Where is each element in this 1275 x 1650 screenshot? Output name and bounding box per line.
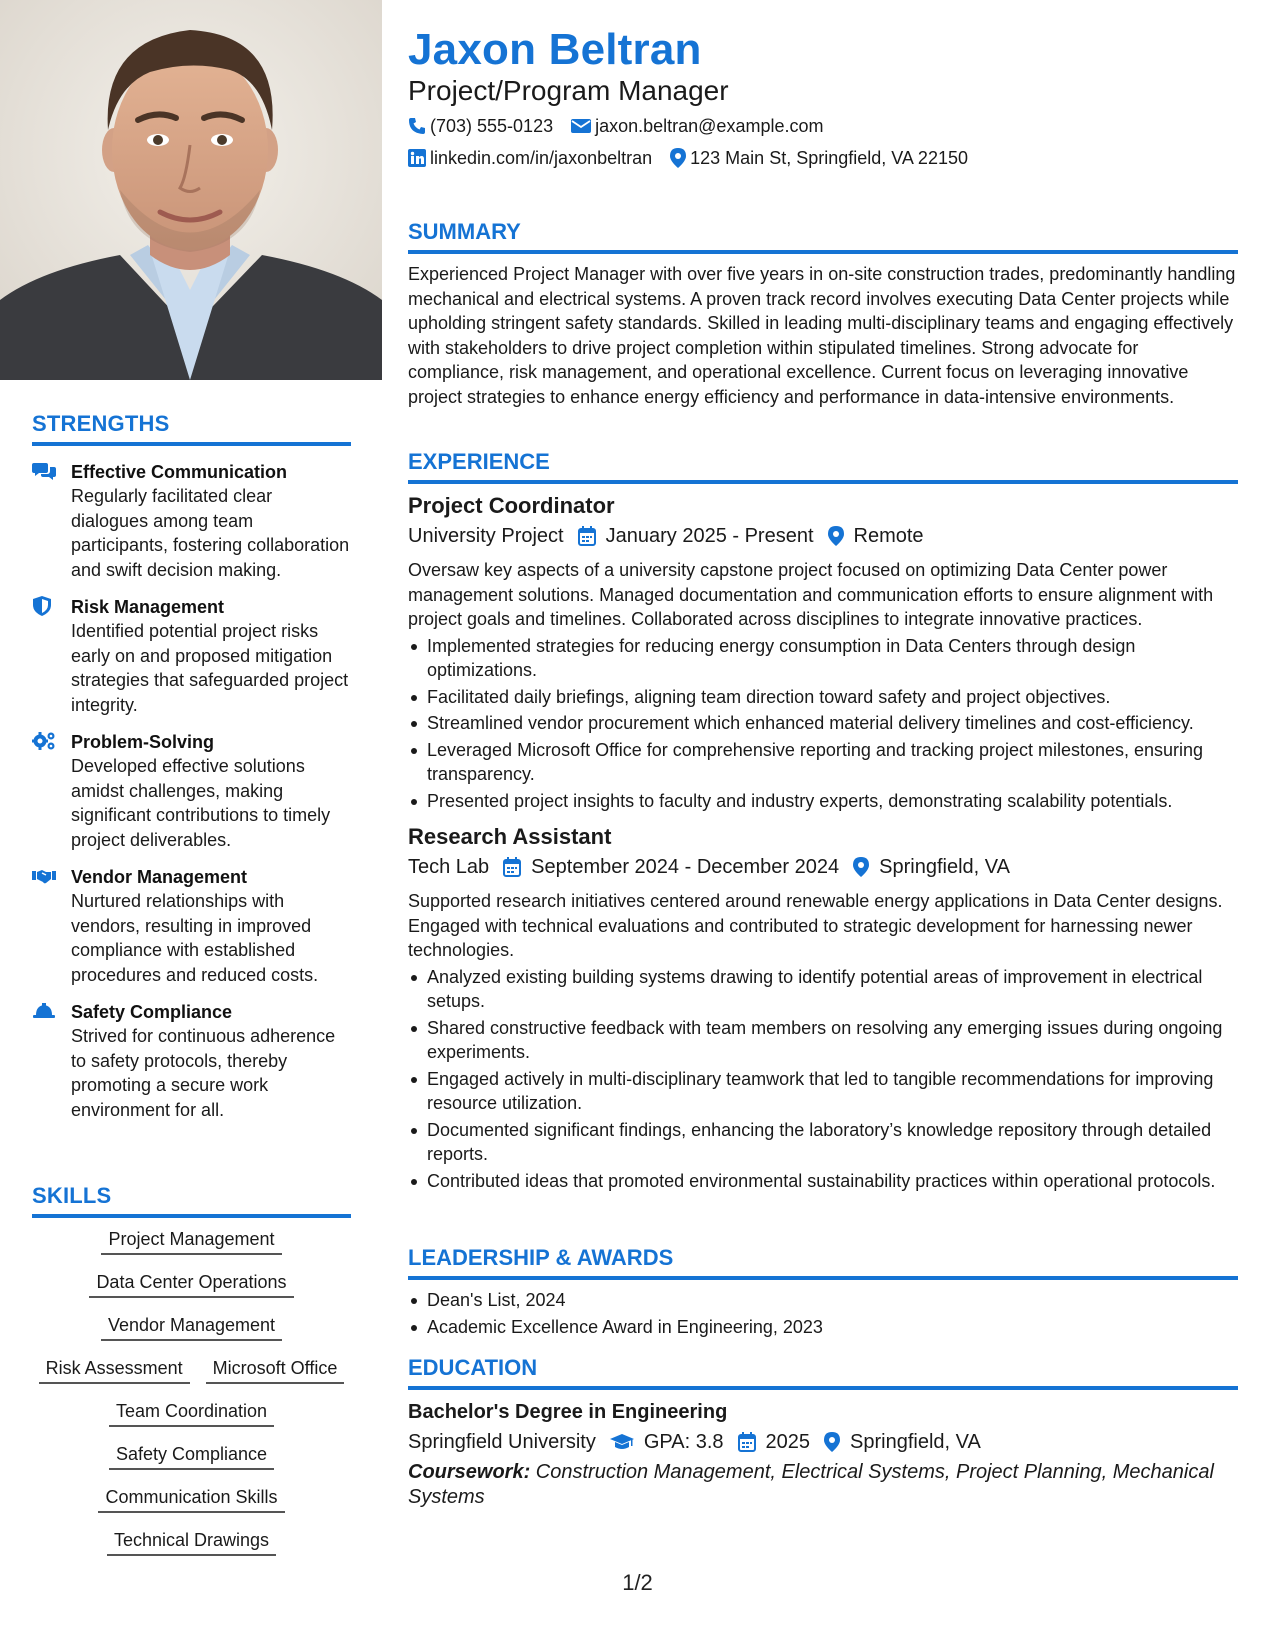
left-column — [0, 0, 382, 1650]
location-pin-icon — [670, 148, 686, 168]
school-name: Springfield University — [408, 1431, 596, 1453]
linkedin-text: linkedin.com/in/jaxonbeltran — [430, 148, 653, 168]
strength-item — [32, 595, 351, 717]
email-contact[interactable] — [571, 114, 823, 138]
phone-text: (703) 555-0123 — [430, 116, 554, 136]
linkedin-contact[interactable] — [408, 146, 652, 170]
job-bullet: Presented project insights to faculty and industry experts, demonstrating scalability potentials. — [408, 789, 1238, 814]
skills-heading: SKILLS — [32, 1184, 351, 1218]
education-heading: EDUCATION — [408, 1356, 1238, 1390]
skill-tag: Communication Skills — [98, 1484, 284, 1513]
job-location: Springfield, VA — [879, 856, 1010, 878]
job-title: Project Coordinator — [408, 493, 615, 518]
job-location-wrap — [828, 522, 924, 550]
handshake-icon — [32, 866, 56, 886]
job-dates-wrap — [503, 853, 839, 881]
linkedin-icon — [408, 149, 426, 167]
skill-tag: Vendor Management — [101, 1312, 282, 1341]
summary-heading: SUMMARY — [408, 220, 1238, 254]
skill-tag: Data Center Operations — [89, 1269, 293, 1298]
strength-item — [32, 730, 351, 852]
coursework — [408, 1460, 1238, 1509]
job-bullet: Facilitated daily briefings, aligning team direction toward safety and project objectives. — [408, 685, 1238, 710]
skills-section — [32, 1184, 351, 1570]
job-dates-wrap — [578, 522, 814, 550]
skill-tag: Project Management — [101, 1226, 281, 1255]
job-bullet: Leveraged Microsoft Office for comprehensive reporting and tracking project milestones, ensuring transparency. — [408, 738, 1238, 787]
address-contact — [670, 146, 968, 170]
job-bullets — [408, 965, 1238, 1194]
comments-icon — [32, 461, 56, 481]
skill-tag: Microsoft Office — [206, 1355, 345, 1384]
job-dates: September 2024 - December 2024 — [531, 856, 840, 878]
strength-title: Effective Communication — [71, 462, 288, 482]
job-bullets — [408, 634, 1238, 814]
skill-tag: Risk Assessment — [39, 1355, 190, 1384]
degree-title: Bachelor's Degree in Engineering — [408, 1401, 728, 1423]
graduation-year: 2025 — [765, 1431, 811, 1453]
skill-tag: Safety Compliance — [109, 1441, 274, 1470]
education-meta — [408, 1428, 1238, 1456]
education-location-wrap — [824, 1428, 981, 1456]
skill-tag: Team Coordination — [109, 1398, 274, 1427]
leadership-section — [408, 1246, 1238, 1339]
award-item: Academic Excellence Award in Engineering, 2023 — [408, 1315, 1238, 1340]
strengths-section — [32, 412, 351, 1122]
strength-title: Safety Compliance — [71, 1002, 233, 1022]
email-text: jaxon.beltran@example.com — [595, 116, 824, 136]
location-pin-icon — [824, 1432, 840, 1452]
location-pin-icon — [853, 857, 869, 877]
job-bullet: Contributed ideas that promoted environmental sustainability practices within operational protocols. — [408, 1169, 1238, 1194]
strength-title: Vendor Management — [71, 867, 248, 887]
hard-hat-icon — [32, 1001, 56, 1021]
skills-list — [32, 1218, 351, 1556]
award-item: Dean's List, 2024 — [408, 1288, 1238, 1313]
skill-tag: Technical Drawings — [107, 1527, 276, 1556]
candidate-role: Project/Program Manager — [408, 75, 729, 106]
job-meta — [408, 522, 1238, 550]
job-meta — [408, 853, 1238, 881]
job-bullet: Implemented strategies for reducing energy consumption in Data Centers through design optimizations. — [408, 634, 1238, 683]
contact-row — [408, 114, 841, 138]
job-bullet: Documented significant findings, enhancing the laboratory’s knowledge repository through detailed reports. — [408, 1118, 1238, 1167]
job-location-wrap — [853, 853, 1010, 881]
experience-heading: EXPERIENCE — [408, 450, 1238, 484]
gears-icon — [32, 731, 56, 751]
strength-description: Nurtured relationships with vendors, resulting in improved compliance with established procedures and reduced costs. — [71, 891, 319, 985]
strength-title: Problem-Solving — [71, 732, 215, 752]
strength-item — [32, 865, 351, 987]
job-bullet: Streamlined vendor procurement which enhanced material delivery timelines and cost-efficiency. — [408, 711, 1238, 736]
phone-contact[interactable] — [408, 114, 553, 138]
experience-section — [408, 450, 1238, 1193]
shield-icon — [32, 596, 56, 616]
job-company: University Project — [408, 525, 564, 547]
gpa-text: GPA: 3.8 — [643, 1431, 724, 1453]
location-pin-icon — [828, 526, 844, 546]
leadership-heading: LEADERSHIP & AWARDS — [408, 1246, 1238, 1280]
job-bullet: Engaged actively in multi-disciplinary teamwork that led to tangible recommendations for improving resource utilization. — [408, 1067, 1238, 1116]
job-location: Remote — [853, 525, 924, 547]
graduation-cap-icon — [610, 1433, 634, 1451]
strength-item — [32, 460, 351, 582]
profile-photo — [0, 0, 382, 380]
strength-title: Risk Management — [71, 597, 225, 617]
strengths-heading: STRENGTHS — [32, 412, 351, 446]
job-company: Tech Lab — [408, 856, 490, 878]
strength-description: Identified potential project risks early on and proposed mitigation strategies that safeguarded project integrity. — [71, 621, 349, 715]
year-wrap — [738, 1428, 811, 1456]
address-text: 123 Main St, Springfield, VA 22150 — [690, 148, 968, 168]
job-dates: January 2025 - Present — [605, 525, 814, 547]
calendar-icon — [503, 857, 521, 877]
job-entry — [408, 492, 1238, 813]
candidate-name: Jaxon Beltran — [408, 25, 702, 74]
coursework-label: Coursework: — [408, 1461, 531, 1483]
summary-section — [408, 220, 1238, 409]
job-description: Oversaw key aspects of a university capstone project focused on optimizing Data Center power management solutions. Managed documentation and communication efforts to ensure alignment with project goals and timelines. Collaborated across disciplines to integrate innovative practices. — [408, 560, 1214, 629]
strength-description: Regularly facilitated clear dialogues among team participants, fostering collaboration and swift decision making. — [71, 486, 350, 580]
strength-item — [32, 1000, 351, 1122]
calendar-icon — [578, 526, 596, 546]
coursework-text: Construction Management, Electrical Systems, Project Planning, Mechanical Systems — [408, 1461, 1214, 1508]
phone-icon — [408, 117, 426, 135]
email-icon — [571, 118, 591, 134]
page-number: 1/2 — [622, 1570, 653, 1595]
strength-description: Strived for continuous adherence to safety protocols, thereby promoting a secure work environment for all. — [71, 1026, 336, 1120]
strength-description: Developed effective solutions amidst challenges, making significant contributions to timely project deliverables. — [71, 756, 331, 850]
job-entry — [408, 823, 1238, 1193]
education-section — [408, 1356, 1238, 1509]
job-bullet: Shared constructive feedback with team members on resolving any emerging issues during ongoing experiments. — [408, 1016, 1238, 1065]
education-location: Springfield, VA — [850, 1431, 981, 1453]
calendar-icon — [738, 1432, 756, 1452]
gpa-wrap — [610, 1428, 724, 1456]
leadership-list — [408, 1288, 1238, 1339]
job-bullet: Analyzed existing building systems drawing to identify potential areas of improvement in electrical setups. — [408, 965, 1238, 1014]
job-title: Research Assistant — [408, 824, 612, 849]
summary-text: Experienced Project Manager with over five years in on-site construction trades, predominantly handling mechanical and electrical systems. A proven track record involves executing Data Center projects while upholding stringent safety standards. Skilled in leading multi-disciplinary teams and engaging effectively with stakeholders to drive project completion within stipulated timelines. Strong advocate for compliance, risk management, and operational excellence. Current focus on leveraging innovative project strategies to enhance energy efficiency and performance in data-intensive environments. — [408, 264, 1236, 407]
job-description: Supported research initiatives centered around renewable energy applications in Data Center designs. Engaged with technical evaluations and contributed to strategic development for harnessing newer technologies. — [408, 891, 1223, 960]
contact-row — [408, 146, 986, 170]
